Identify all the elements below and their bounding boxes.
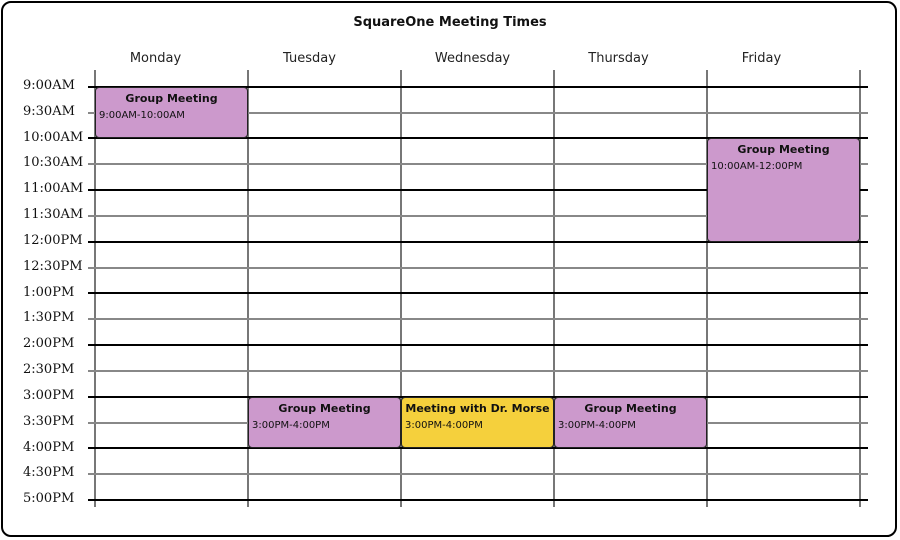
event-title: Meeting with Dr. Morse [405, 402, 550, 415]
day-header-thursday: Thursday [588, 51, 649, 66]
event-time: 3:00PM-4:00PM [252, 420, 330, 431]
event-title: Group Meeting [737, 143, 830, 156]
gridline-half-hour [88, 267, 868, 269]
time-label: 4:30PM [23, 465, 75, 480]
gridline-hour [88, 344, 868, 346]
time-label: 9:00AM [23, 78, 75, 93]
calendar-title: SquareOne Meeting Times [353, 15, 547, 30]
event-time: 3:00PM-4:00PM [558, 420, 636, 431]
time-label: 10:00AM [23, 130, 84, 145]
time-label: 9:30AM [23, 104, 75, 119]
time-label: 2:00PM [23, 336, 75, 351]
time-label: 10:30AM [23, 155, 84, 170]
time-label: 2:30PM [23, 362, 75, 377]
event-thursday-group-meeting[interactable] [554, 397, 707, 448]
event-time: 9:00AM-10:00AM [99, 110, 185, 121]
event-wednesday-meeting-dr-morse[interactable] [401, 397, 554, 448]
event-monday-group-meeting[interactable] [95, 87, 248, 138]
gridline-half-hour [88, 370, 868, 372]
time-label: 11:30AM [23, 207, 84, 222]
time-label: 11:00AM [23, 181, 84, 196]
day-header-wednesday: Wednesday [434, 51, 511, 66]
time-label: 12:30PM [23, 259, 83, 274]
gridline-hour [88, 499, 868, 501]
gridline-half-hour [88, 473, 868, 475]
time-label: 4:00PM [23, 440, 75, 455]
time-label: 3:00PM [23, 388, 75, 403]
event-tuesday-group-meeting[interactable] [248, 397, 401, 448]
time-label: 1:00PM [23, 285, 75, 300]
gridline-half-hour [88, 318, 868, 320]
day-header-monday: Monday [129, 51, 182, 66]
gridline-hour [88, 292, 868, 294]
event-title: Group Meeting [278, 402, 371, 415]
time-label: 12:00PM [23, 233, 83, 248]
event-time: 3:00PM-4:00PM [405, 420, 483, 431]
day-header-friday: Friday [741, 51, 782, 66]
event-friday-group-meeting[interactable] [707, 138, 860, 242]
day-header-tuesday: Tuesday [283, 51, 336, 66]
event-time: 10:00AM-12:00PM [711, 161, 803, 172]
event-title: Group Meeting [125, 92, 218, 105]
column-divider [859, 70, 861, 507]
time-label: 3:30PM [23, 414, 75, 429]
event-title: Group Meeting [584, 402, 677, 415]
calendar-frame [1, 1, 897, 537]
time-label: 1:30PM [23, 310, 75, 325]
time-label: 5:00PM [23, 491, 75, 506]
